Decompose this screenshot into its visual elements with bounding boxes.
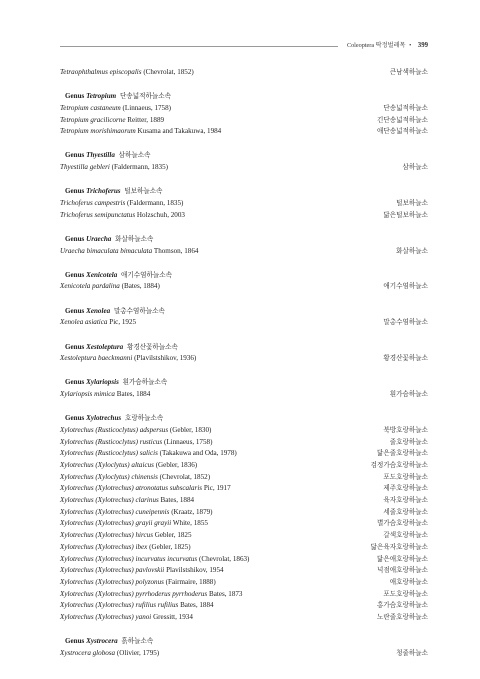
korean-name: 북방호랑하늘소 bbox=[383, 426, 428, 434]
genus-heading bbox=[60, 186, 428, 198]
species-author: White, 1855 bbox=[172, 519, 208, 528]
genus-prefix: Genus bbox=[65, 637, 85, 646]
genus-korean-name: 삼하늘소속 bbox=[118, 152, 151, 160]
block-spacer bbox=[60, 221, 428, 234]
species-author: Reitter, 1889 bbox=[127, 115, 165, 124]
genus-name: Xenicotela bbox=[86, 270, 118, 279]
korean-name: 애호랑하늘소 bbox=[389, 578, 428, 586]
korean-name: 애기수염하늘소 bbox=[383, 283, 428, 291]
species-author: (Faldermann, 1835) bbox=[127, 199, 184, 207]
species-row bbox=[60, 162, 428, 174]
species-name: Xylotrechus (Xylotrechus) pyrrhoderus pyrrhoderus bbox=[60, 589, 208, 598]
species-author: (Chevrolat, 1863) bbox=[198, 554, 250, 563]
species-name: Xylotrechus (Xylotrechus) hircus bbox=[60, 531, 153, 540]
genus-heading bbox=[60, 377, 428, 389]
species-list bbox=[60, 67, 428, 660]
genus-prefix: Genus bbox=[65, 270, 85, 279]
genus-korean-name: 호랑하늘소속 bbox=[124, 415, 164, 423]
species-author: Pic, 1917 bbox=[203, 484, 231, 493]
korean-name: 황경산꽃하늘소 bbox=[383, 355, 428, 363]
species-row bbox=[60, 600, 428, 612]
genus-heading bbox=[60, 413, 428, 425]
scientific-name bbox=[60, 162, 168, 174]
scientific-name bbox=[60, 530, 192, 542]
species-author: Kusama and Takakuwa, 1984 bbox=[137, 127, 222, 136]
scientific-name bbox=[60, 648, 159, 660]
scientific-name bbox=[60, 472, 210, 484]
species-row bbox=[60, 612, 428, 624]
species-row bbox=[60, 507, 428, 519]
species-name: Xylotrechus (Rusticoclytus) rusticus bbox=[60, 437, 163, 446]
species-name: Xylotrechus (Xylotrechus) clarinus bbox=[60, 496, 159, 505]
genus-heading bbox=[60, 234, 428, 246]
scientific-name bbox=[60, 281, 160, 293]
species-name: Xylotrechus (Xylotrechus) grayii grayii bbox=[60, 519, 172, 528]
korean-name: 세줄호랑하늘소 bbox=[383, 508, 428, 516]
species-name: Tetropium morishimaorum bbox=[60, 127, 136, 136]
scientific-name bbox=[60, 425, 211, 437]
species-row bbox=[60, 542, 428, 554]
scientific-name bbox=[60, 437, 212, 449]
genus-name: Trichoferus bbox=[86, 187, 121, 196]
korean-name: 애단송넓적하늘소 bbox=[377, 128, 428, 136]
korean-name: 검정가슴호랑하늘소 bbox=[370, 462, 428, 469]
species-row bbox=[60, 448, 428, 460]
scientific-name bbox=[60, 103, 171, 115]
species-name: Xylotrechus (Xylotrechus) pavlovskii bbox=[60, 566, 165, 575]
species-name: Tetropium gracilicorne bbox=[60, 115, 126, 124]
genus-korean-name: 황경산꽃하늘소속 bbox=[126, 343, 178, 351]
genus-name: Thyestilla bbox=[86, 151, 115, 160]
species-author: Holzschuh, 2003 bbox=[136, 210, 185, 219]
genus-prefix: Genus bbox=[65, 342, 85, 351]
scientific-name bbox=[60, 353, 196, 365]
running-title: Coleoptera 딱정벌레목 bbox=[346, 42, 406, 49]
korean-name: 청줄하늘소 bbox=[396, 649, 428, 657]
korean-name: 제주호랑하늘소 bbox=[383, 485, 428, 493]
species-row bbox=[60, 353, 428, 365]
korean-name: 넉점애호랑하늘소 bbox=[377, 567, 428, 575]
scientific-name bbox=[60, 577, 216, 589]
korean-name: 닮은애호랑하늘소 bbox=[377, 555, 428, 563]
genus-heading bbox=[60, 636, 428, 648]
species-row bbox=[60, 554, 428, 566]
scientific-name bbox=[60, 246, 198, 258]
korean-name: 별가슴호랑하늘소 bbox=[377, 520, 428, 528]
species-name: Xenolea asiatica bbox=[60, 318, 108, 327]
genus-korean-name: 털보하늘소속 bbox=[124, 188, 163, 196]
species-row bbox=[60, 198, 428, 210]
scientific-name bbox=[60, 542, 191, 554]
scientific-name bbox=[60, 483, 231, 495]
korean-name: 말총수염하늘소 bbox=[383, 319, 428, 327]
species-row bbox=[60, 115, 428, 127]
genus-prefix: Genus bbox=[65, 92, 85, 101]
korean-name: 포도호랑하늘소 bbox=[383, 590, 428, 598]
genus-prefix: Genus bbox=[65, 187, 85, 196]
block-spacer bbox=[60, 79, 428, 92]
species-row bbox=[60, 530, 428, 542]
species-author: Pic, 1925 bbox=[109, 318, 137, 327]
species-row bbox=[60, 437, 428, 449]
species-row bbox=[60, 648, 428, 660]
genus-korean-name: 화살하늘소속 bbox=[115, 235, 154, 243]
species-row bbox=[60, 472, 428, 484]
genus-heading bbox=[60, 91, 428, 103]
species-name: Xystrocera globosa bbox=[60, 648, 116, 657]
korean-name: 닮은줄호랑하늘소 bbox=[377, 450, 428, 458]
species-row bbox=[60, 126, 428, 138]
scientific-name bbox=[60, 507, 213, 519]
species-row bbox=[60, 210, 428, 222]
genus-korean-name: 흰가슴하늘소속 bbox=[122, 379, 168, 387]
species-row bbox=[60, 589, 428, 601]
genus-name: Xenolea bbox=[86, 306, 111, 315]
species-row bbox=[60, 67, 428, 79]
species-author: Thomson, 1864 bbox=[153, 246, 199, 255]
korean-name: 노란줄호랑하늘소 bbox=[377, 613, 428, 621]
species-name: Xylotrechus (Xylotrechus) atronotatus subscalaris bbox=[60, 484, 203, 493]
scientific-name bbox=[60, 460, 197, 472]
block-spacer bbox=[60, 401, 428, 414]
species-name: Thyestilla gebleri bbox=[60, 163, 110, 172]
species-row bbox=[60, 460, 428, 472]
header-text bbox=[347, 40, 428, 52]
genus-korean-name: 흙하늘소속 bbox=[121, 638, 154, 646]
species-name: Xylotrechus (Xylotrechus) ibex bbox=[60, 542, 148, 551]
korean-name: 갈색호랑하늘소 bbox=[383, 532, 428, 540]
block-spacer bbox=[60, 174, 428, 187]
species-name: Xestoleptura baeckmanni bbox=[60, 354, 133, 363]
species-author: (Chevrolat, 1852) bbox=[143, 68, 194, 76]
block-spacer bbox=[60, 329, 428, 342]
block-spacer bbox=[60, 365, 428, 378]
species-row bbox=[60, 281, 428, 293]
species-author: Plavilstshikov, 1954 bbox=[166, 566, 224, 575]
genus-heading bbox=[60, 306, 428, 318]
genus-heading bbox=[60, 270, 428, 282]
species-row bbox=[60, 246, 428, 258]
scientific-name bbox=[60, 600, 214, 612]
genus-name: Xylotrechus bbox=[86, 414, 122, 423]
block-spacer bbox=[60, 624, 428, 637]
species-name: Xylotrechus (Xylotrechus) yanoi bbox=[60, 612, 152, 621]
genus-prefix: Genus bbox=[65, 151, 85, 160]
korean-name: 닮은육자호랑하늘소 bbox=[370, 543, 428, 551]
genus-prefix: Genus bbox=[65, 234, 85, 243]
species-author: (Takakuwa and Oda, 1978) bbox=[159, 449, 237, 458]
species-row bbox=[60, 518, 428, 530]
korean-name: 줄호랑하늘소 bbox=[389, 438, 428, 446]
genus-korean-name: 단송넓적하늘소속 bbox=[119, 93, 171, 101]
species-name: Xylotrechus (Xylotrechus) rufilius rufilius bbox=[60, 601, 179, 610]
scientific-name bbox=[60, 317, 136, 329]
species-row bbox=[60, 565, 428, 577]
species-author: Bates, 1884 bbox=[180, 601, 214, 610]
scientific-name bbox=[60, 389, 150, 401]
species-name: Xylotrechus (Xylotrechus) incurvatus incurvatus bbox=[60, 554, 198, 563]
species-author: Bates, 1884 bbox=[116, 390, 151, 399]
genus-heading bbox=[60, 150, 428, 162]
genus-name: Uraecha bbox=[86, 234, 112, 243]
genus-name: Xestoleptura bbox=[86, 342, 124, 351]
species-name: Xylariopsis mimica bbox=[60, 390, 115, 399]
species-author: (Linnaeus, 1758) bbox=[122, 103, 172, 112]
korean-name: 단송넓적하늘소 bbox=[383, 104, 428, 112]
species-name: Xylotrechus (Xyloclytus) chinensis bbox=[60, 472, 158, 481]
species-author: Bates, 1873 bbox=[208, 589, 243, 598]
page-number: 399 bbox=[417, 42, 428, 49]
species-author: (Gebler, 1836) bbox=[155, 461, 198, 469]
scientific-name bbox=[60, 518, 208, 530]
species-author: Gebler, 1825 bbox=[154, 531, 192, 540]
species-row bbox=[60, 483, 428, 495]
species-row bbox=[60, 317, 428, 329]
block-spacer bbox=[60, 257, 428, 270]
species-name: Xylotrechus (Xyloclytus) altaicus bbox=[60, 461, 154, 469]
korean-name: 털보하늘소 bbox=[396, 200, 428, 207]
species-author: (Plavilstshikov, 1936) bbox=[134, 354, 197, 363]
genus-name: Tetropium bbox=[86, 92, 117, 101]
scientific-name bbox=[60, 210, 185, 222]
species-name: Trichoferus semipunctatus bbox=[60, 210, 136, 219]
block-spacer bbox=[60, 293, 428, 306]
species-author: (Chevrolat, 1852) bbox=[159, 472, 211, 481]
species-name: Uraecha bimaculata bimaculata bbox=[60, 246, 153, 255]
korean-name: 흰가슴하늘소 bbox=[389, 391, 428, 399]
scientific-name bbox=[60, 495, 194, 507]
species-author: (Linnaeus, 1758) bbox=[163, 437, 213, 446]
species-name: Xylotrechus (Xylotrechus) polyzonus bbox=[60, 577, 164, 586]
species-row bbox=[60, 577, 428, 589]
header-rule bbox=[60, 46, 338, 47]
species-name: Xenicotela pardalina bbox=[60, 282, 120, 291]
species-row bbox=[60, 389, 428, 401]
genus-name: Xystrocera bbox=[86, 637, 118, 646]
korean-name: 포도호랑하늘소 bbox=[383, 473, 428, 481]
scientific-name bbox=[60, 448, 237, 460]
korean-name: 육자호랑하늘소 bbox=[383, 497, 428, 505]
species-name: Xylotrechus (Xylotrechus) cuneipennis bbox=[60, 507, 170, 516]
species-author: (Olivier, 1795) bbox=[116, 648, 160, 657]
species-author: (Kraatz, 1879) bbox=[171, 507, 213, 516]
scientific-name bbox=[60, 589, 242, 601]
species-name: Xylotrechus (Rusticoclytus) salicis bbox=[60, 449, 158, 458]
species-author: Gressitt, 1934 bbox=[153, 612, 193, 621]
species-author: Bates, 1884 bbox=[160, 496, 195, 505]
species-author: (Bates, 1884) bbox=[121, 282, 160, 291]
genus-korean-name: 말총수염하늘소속 bbox=[113, 307, 165, 315]
korean-name: 홍가슴호랑하늘소 bbox=[377, 602, 428, 610]
korean-name: 닮은털보하늘소 bbox=[383, 211, 428, 219]
genus-heading bbox=[60, 342, 428, 354]
korean-name: 화살하늘소 bbox=[396, 247, 428, 255]
scientific-name bbox=[60, 126, 221, 138]
genus-name: Xylariopsis bbox=[86, 378, 119, 387]
genus-prefix: Genus bbox=[65, 306, 85, 315]
species-author: (Fairmaire, 1888) bbox=[165, 577, 216, 586]
species-author: (Gebler, 1830) bbox=[169, 425, 212, 434]
header-bullet: • bbox=[409, 42, 412, 49]
species-author: (Gebler, 1825) bbox=[149, 542, 191, 551]
scientific-name bbox=[60, 554, 249, 566]
species-name: Tetraophthalmus episcopalis bbox=[60, 68, 142, 76]
species-row bbox=[60, 495, 428, 507]
korean-name: 큰남색하늘소 bbox=[389, 69, 428, 76]
korean-name: 삼하늘소 bbox=[402, 164, 428, 172]
species-name: Xylotrechus (Rusticoclytus) adspersus bbox=[60, 425, 169, 434]
scientific-name bbox=[60, 67, 194, 79]
species-row bbox=[60, 425, 428, 437]
running-header bbox=[60, 40, 428, 52]
scientific-name bbox=[60, 198, 183, 210]
species-name: Trichoferus campestris bbox=[60, 199, 126, 207]
block-spacer bbox=[60, 138, 428, 151]
genus-prefix: Genus bbox=[65, 378, 85, 387]
scientific-name bbox=[60, 612, 193, 624]
species-row bbox=[60, 103, 428, 115]
species-author: (Faldermann, 1835) bbox=[111, 163, 168, 172]
scientific-name bbox=[60, 565, 224, 577]
scientific-name bbox=[60, 115, 164, 127]
genus-korean-name: 애기수염하늘소속 bbox=[121, 271, 172, 279]
species-name: Tetropium castaneum bbox=[60, 103, 121, 112]
genus-prefix: Genus bbox=[65, 414, 85, 423]
korean-name: 긴단송넓적하늘소 bbox=[377, 116, 428, 124]
